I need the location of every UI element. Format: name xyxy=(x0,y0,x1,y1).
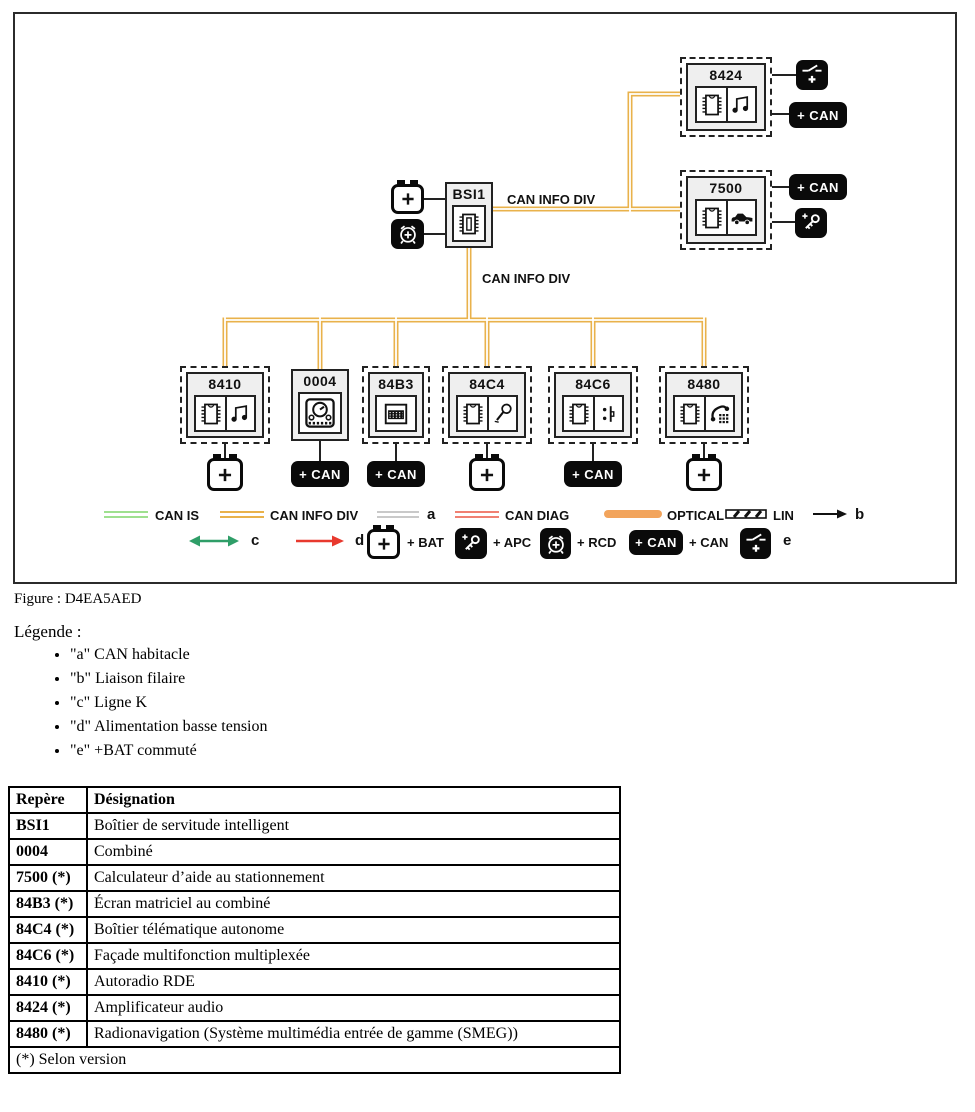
node-84c4-body xyxy=(448,372,526,438)
node-0004-label: 0004 xyxy=(303,373,337,389)
wiring-svg xyxy=(15,14,959,586)
figure-caption: Figure : D4EA5AED xyxy=(14,591,142,607)
node-7500-body xyxy=(686,176,766,244)
legend-letter-c: c xyxy=(251,532,260,549)
designation-cell: Boîtier télématique autonome xyxy=(87,917,620,943)
node-8424-icons xyxy=(695,86,757,123)
designation-cell: Autoradio RDE xyxy=(87,969,620,995)
node-7500 xyxy=(680,170,772,250)
header-designation: Désignation xyxy=(87,787,620,813)
node-7500-icons xyxy=(695,199,757,236)
lin-label: LIN xyxy=(773,508,794,523)
chip-icon xyxy=(196,397,225,430)
instrument-cluster-icon xyxy=(300,394,340,432)
table-row xyxy=(9,839,620,865)
diagram-frame xyxy=(13,12,957,584)
legend-list xyxy=(14,646,614,766)
legend-letter-d: d xyxy=(355,532,365,549)
node-bsi1-icons xyxy=(452,205,486,242)
repere-cell: 7500 (*) xyxy=(9,865,87,891)
table-row xyxy=(9,813,620,839)
can-habitacle-line-swatch xyxy=(377,511,419,518)
designation-cell: Combiné xyxy=(87,839,620,865)
node-84c4-icons xyxy=(456,395,518,432)
chip-icon xyxy=(697,201,726,234)
bat-switched-icon xyxy=(740,528,771,559)
node-84c6-icons xyxy=(562,395,624,432)
table-row xyxy=(9,891,620,917)
music-note-icon xyxy=(726,88,755,121)
legend-item-e: • "e" +BAT commuté xyxy=(70,742,614,761)
legend-item-a: • "a" CAN habitacle xyxy=(70,646,614,665)
legend-letter-e: e xyxy=(783,532,792,549)
bat-label: + BAT xyxy=(407,535,444,550)
apc-key-icon xyxy=(795,208,827,238)
can-badge: + CAN xyxy=(564,461,622,487)
can-info-div-line-swatch xyxy=(220,511,264,518)
chip-icon xyxy=(458,397,487,430)
ligne-k-arrow-icon xyxy=(187,534,241,548)
chip-icon xyxy=(697,88,726,121)
bat-icon xyxy=(367,529,400,559)
designation-cell: Radionavigation (Système multimédia entrée de gamme (SMEG)) xyxy=(87,1021,620,1047)
repere-cell: 8480 (*) xyxy=(9,1021,87,1047)
repere-cell: 8424 (*) xyxy=(9,995,87,1021)
designation-cell: Amplificateur audio xyxy=(87,995,620,1021)
apc-key-icon xyxy=(455,528,487,559)
repere-cell: 84C6 (*) xyxy=(9,943,87,969)
node-bsi1 xyxy=(445,182,493,248)
chip-icon xyxy=(675,397,704,430)
legend-item-c: • "c" Ligne K xyxy=(70,694,614,713)
node-84c4 xyxy=(442,366,532,444)
table-row xyxy=(9,943,620,969)
node-84c6-label: 84C6 xyxy=(575,376,611,392)
can-badge: + CAN xyxy=(367,461,425,487)
can-diag-line-swatch xyxy=(455,511,499,518)
node-8424-label: 8424 xyxy=(709,67,743,83)
repere-cell: 0004 xyxy=(9,839,87,865)
repere-cell: 84B3 (*) xyxy=(9,891,87,917)
node-84c4-label: 84C4 xyxy=(469,376,505,392)
designation-cell: Calculateur d’aide au stationnement xyxy=(87,865,620,891)
node-8480-label: 8480 xyxy=(687,376,721,392)
wire-arrow-icon xyxy=(811,508,849,520)
designation-table xyxy=(8,786,621,1074)
node-84b3 xyxy=(362,366,430,444)
designation-cell: Écran matriciel au combiné xyxy=(87,891,620,917)
bat-icon xyxy=(207,458,243,491)
can-badge: + CAN xyxy=(789,102,847,128)
phone-keypad-icon xyxy=(704,397,733,430)
chip-icon xyxy=(454,207,484,240)
multifunction-panel-icon xyxy=(593,397,622,430)
node-84b3-body xyxy=(368,372,424,438)
can-badge: + CAN xyxy=(789,174,847,200)
legend-letter-b: b xyxy=(855,506,865,523)
node-bsi1-label: BSI1 xyxy=(452,186,486,202)
bat-icon xyxy=(391,184,424,214)
node-7500-label: 7500 xyxy=(709,180,743,196)
can-is-label: CAN IS xyxy=(155,508,200,523)
table-footer-cell: (*) Selon version xyxy=(9,1047,620,1073)
table-row xyxy=(9,1021,620,1047)
bat-icon xyxy=(686,458,722,491)
node-8410-label: 8410 xyxy=(208,376,242,392)
table-row xyxy=(9,865,620,891)
can-badge: + CAN xyxy=(629,530,683,555)
node-8480-body xyxy=(665,372,743,438)
node-8410 xyxy=(180,366,270,444)
table-row xyxy=(9,995,620,1021)
legend-title: Légende : xyxy=(14,622,82,641)
rcd-clock-icon xyxy=(391,219,424,249)
legend-item-d: • "d" Alimentation basse tension xyxy=(70,718,614,737)
wire-label-can-info-div-down: CAN INFO DIV xyxy=(482,271,571,286)
table-row xyxy=(9,969,620,995)
can-is-line-swatch xyxy=(104,511,148,518)
optical-line-swatch xyxy=(604,510,662,518)
apc-label: + APC xyxy=(493,535,532,550)
designation-cell: Boîtier de servitude intelligent xyxy=(87,813,620,839)
node-0004-icons xyxy=(298,392,342,434)
rcd-clock-icon xyxy=(540,528,571,559)
repere-cell: 8410 (*) xyxy=(9,969,87,995)
legend-letter-a: a xyxy=(427,506,436,523)
can-label: + CAN xyxy=(689,535,729,550)
can-info-div-label: CAN INFO DIV xyxy=(270,508,359,523)
chip-icon xyxy=(564,397,593,430)
can-diag-label: CAN DIAG xyxy=(505,508,570,523)
bat-icon xyxy=(469,458,505,491)
rcd-label: + RCD xyxy=(577,535,617,550)
node-84b3-icons xyxy=(375,395,417,432)
bat-switched-icon xyxy=(796,60,828,90)
node-8480 xyxy=(659,366,749,444)
node-8410-body xyxy=(186,372,264,438)
node-8480-icons xyxy=(673,395,735,432)
lin-line-swatch xyxy=(725,508,767,520)
microphone-icon xyxy=(487,397,516,430)
header-repere: Repère xyxy=(9,787,87,813)
matrix-display-icon xyxy=(377,397,415,430)
table-footer-row xyxy=(9,1047,620,1073)
legend-item-b: • "b" Liaison filaire xyxy=(70,670,614,689)
node-84c6 xyxy=(548,366,638,444)
wire-label-can-info-div-right: CAN INFO DIV xyxy=(507,192,596,207)
repere-cell: BSI1 xyxy=(9,813,87,839)
node-0004 xyxy=(291,369,349,441)
low-voltage-arrow-icon xyxy=(293,534,347,548)
node-84b3-label: 84B3 xyxy=(378,376,414,392)
node-8410-icons xyxy=(194,395,256,432)
can-badge: + CAN xyxy=(291,461,349,487)
car-icon xyxy=(726,201,755,234)
node-8424 xyxy=(680,57,772,137)
table-row xyxy=(9,917,620,943)
optical-label: OPTICAL xyxy=(667,508,725,523)
node-8424-body xyxy=(686,63,766,131)
node-84c6-body xyxy=(554,372,632,438)
designation-cell: Façade multifonction multiplexée xyxy=(87,943,620,969)
repere-cell: 84C4 (*) xyxy=(9,917,87,943)
table-header-row xyxy=(9,787,620,813)
music-note-icon xyxy=(225,397,254,430)
